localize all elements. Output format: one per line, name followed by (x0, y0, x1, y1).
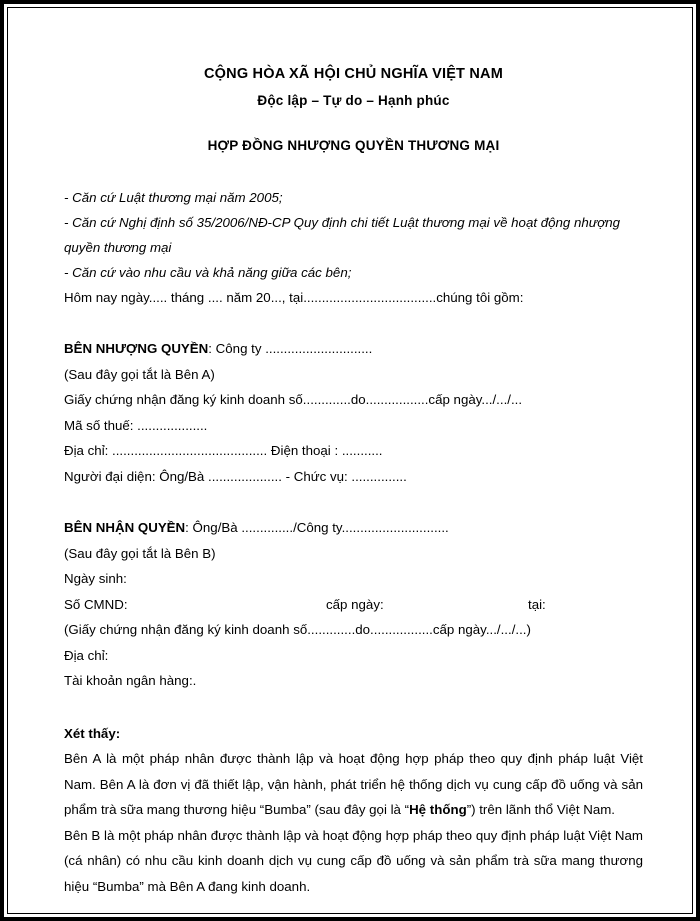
preamble-section (64, 185, 643, 310)
national-motto: Độc lập – Tự do – Hạnh phúc (257, 93, 450, 108)
party-b-address: Địa chỉ: (64, 647, 109, 663)
party-b-id-line (64, 592, 643, 618)
party-b-section (64, 515, 643, 694)
party-a-company: : Công ty ............................. (208, 341, 373, 356)
legal-basis-2: - Căn cứ Nghị định số 35/2006/NĐ-CP Quy định chi tiết Luật thương mại về hoạt động nhượng quyền thương mại (64, 215, 621, 255)
party-a-tax-code: Mã số thuế: ................... (64, 417, 208, 433)
recitals-section (64, 721, 643, 900)
party-b-dob: Ngày sinh: (64, 571, 127, 586)
national-title: CỘNG HÒA XÃ HỘI CHỦ NGHĨA VIỆT NAM (204, 66, 503, 82)
signing-date-line: Hôm nay ngày..... tháng .... năm 20..., tại....................................chúng tôi gồm: (64, 290, 524, 305)
party-a-heading (64, 336, 643, 362)
recital-a-text-part1: Bên A là một pháp nhân được thành lập và hoạt động hợp pháp theo quy định pháp luật Việt Nam. Bên A là đơn vị đã thiết lập, vận hành, phát triển hệ thống dịch vụ cung cấp đồ uống và sản phẩm trà sữa mang thương hiệu “Bumba” (sau đây gọi là “ (64, 751, 643, 817)
party-a-representative: Người đại diện: Ông/Bà .................... - Chức vụ: ............... (64, 468, 407, 484)
recitals-heading: Xét thấy: (64, 725, 121, 741)
legal-basis-3: - Căn cứ vào nhu cầu và khả năng giữa các bên; (64, 265, 352, 280)
party-b-heading (64, 515, 643, 541)
party-b-id-issue-place: tại: (528, 596, 546, 612)
legal-basis-1: - Căn cứ Luật thương mại năm 2005; (64, 190, 283, 205)
recital-a-text-part2: ”) trên lãnh thổ Việt Nam. (466, 802, 615, 817)
recital-paragraph-b: Bên B là một pháp nhân được thành lập và hoạt động hợp pháp theo quy định pháp luật Việt Nam (cá nhân) có nhu cầu kinh doanh dịch vụ cung cấp đồ uống và sản phẩm trà sữa mang thương hiệu “Bumba” mà Bên A đang kinh doanh. (64, 827, 643, 894)
party-b-id-number: Số CMND: (64, 596, 128, 612)
party-b-alias: (Sau đây gọi tắt là Bên B) (64, 545, 216, 561)
party-a-address-phone: Địa chỉ: .......................................... Điện thoại : ........... (64, 443, 383, 458)
contract-title: HỢP ĐỒNG NHƯỢNG QUYỀN THƯƠNG MẠI (207, 138, 500, 153)
party-b-bank-account: Tài khoản ngân hàng:. (64, 673, 197, 688)
party-b-label: BÊN NHẬN QUYỀN (64, 520, 186, 535)
party-b-id-issue-date: cấp ngày: (326, 596, 384, 612)
party-a-section (64, 336, 643, 489)
recital-a-defined-term: Hệ thống (409, 802, 467, 817)
party-a-business-license: Giấy chứng nhận đăng ký kinh doanh số.............do.................cấp ngày.../.../... (64, 392, 523, 407)
party-a-label: BÊN NHƯỢNG QUYỀN (64, 341, 209, 356)
document-page-inner-border (7, 7, 693, 914)
party-b-business-license: (Giấy chứng nhận đăng ký kinh doanh số.............do.................cấp ngày.../.../...) (64, 622, 531, 637)
party-b-name: : Ông/Bà ............../Công ty............................. (185, 520, 449, 535)
recital-paragraph-a (64, 746, 643, 823)
document-content (64, 8, 643, 913)
party-a-alias: (Sau đây gọi tắt là Bên A) (64, 366, 215, 382)
